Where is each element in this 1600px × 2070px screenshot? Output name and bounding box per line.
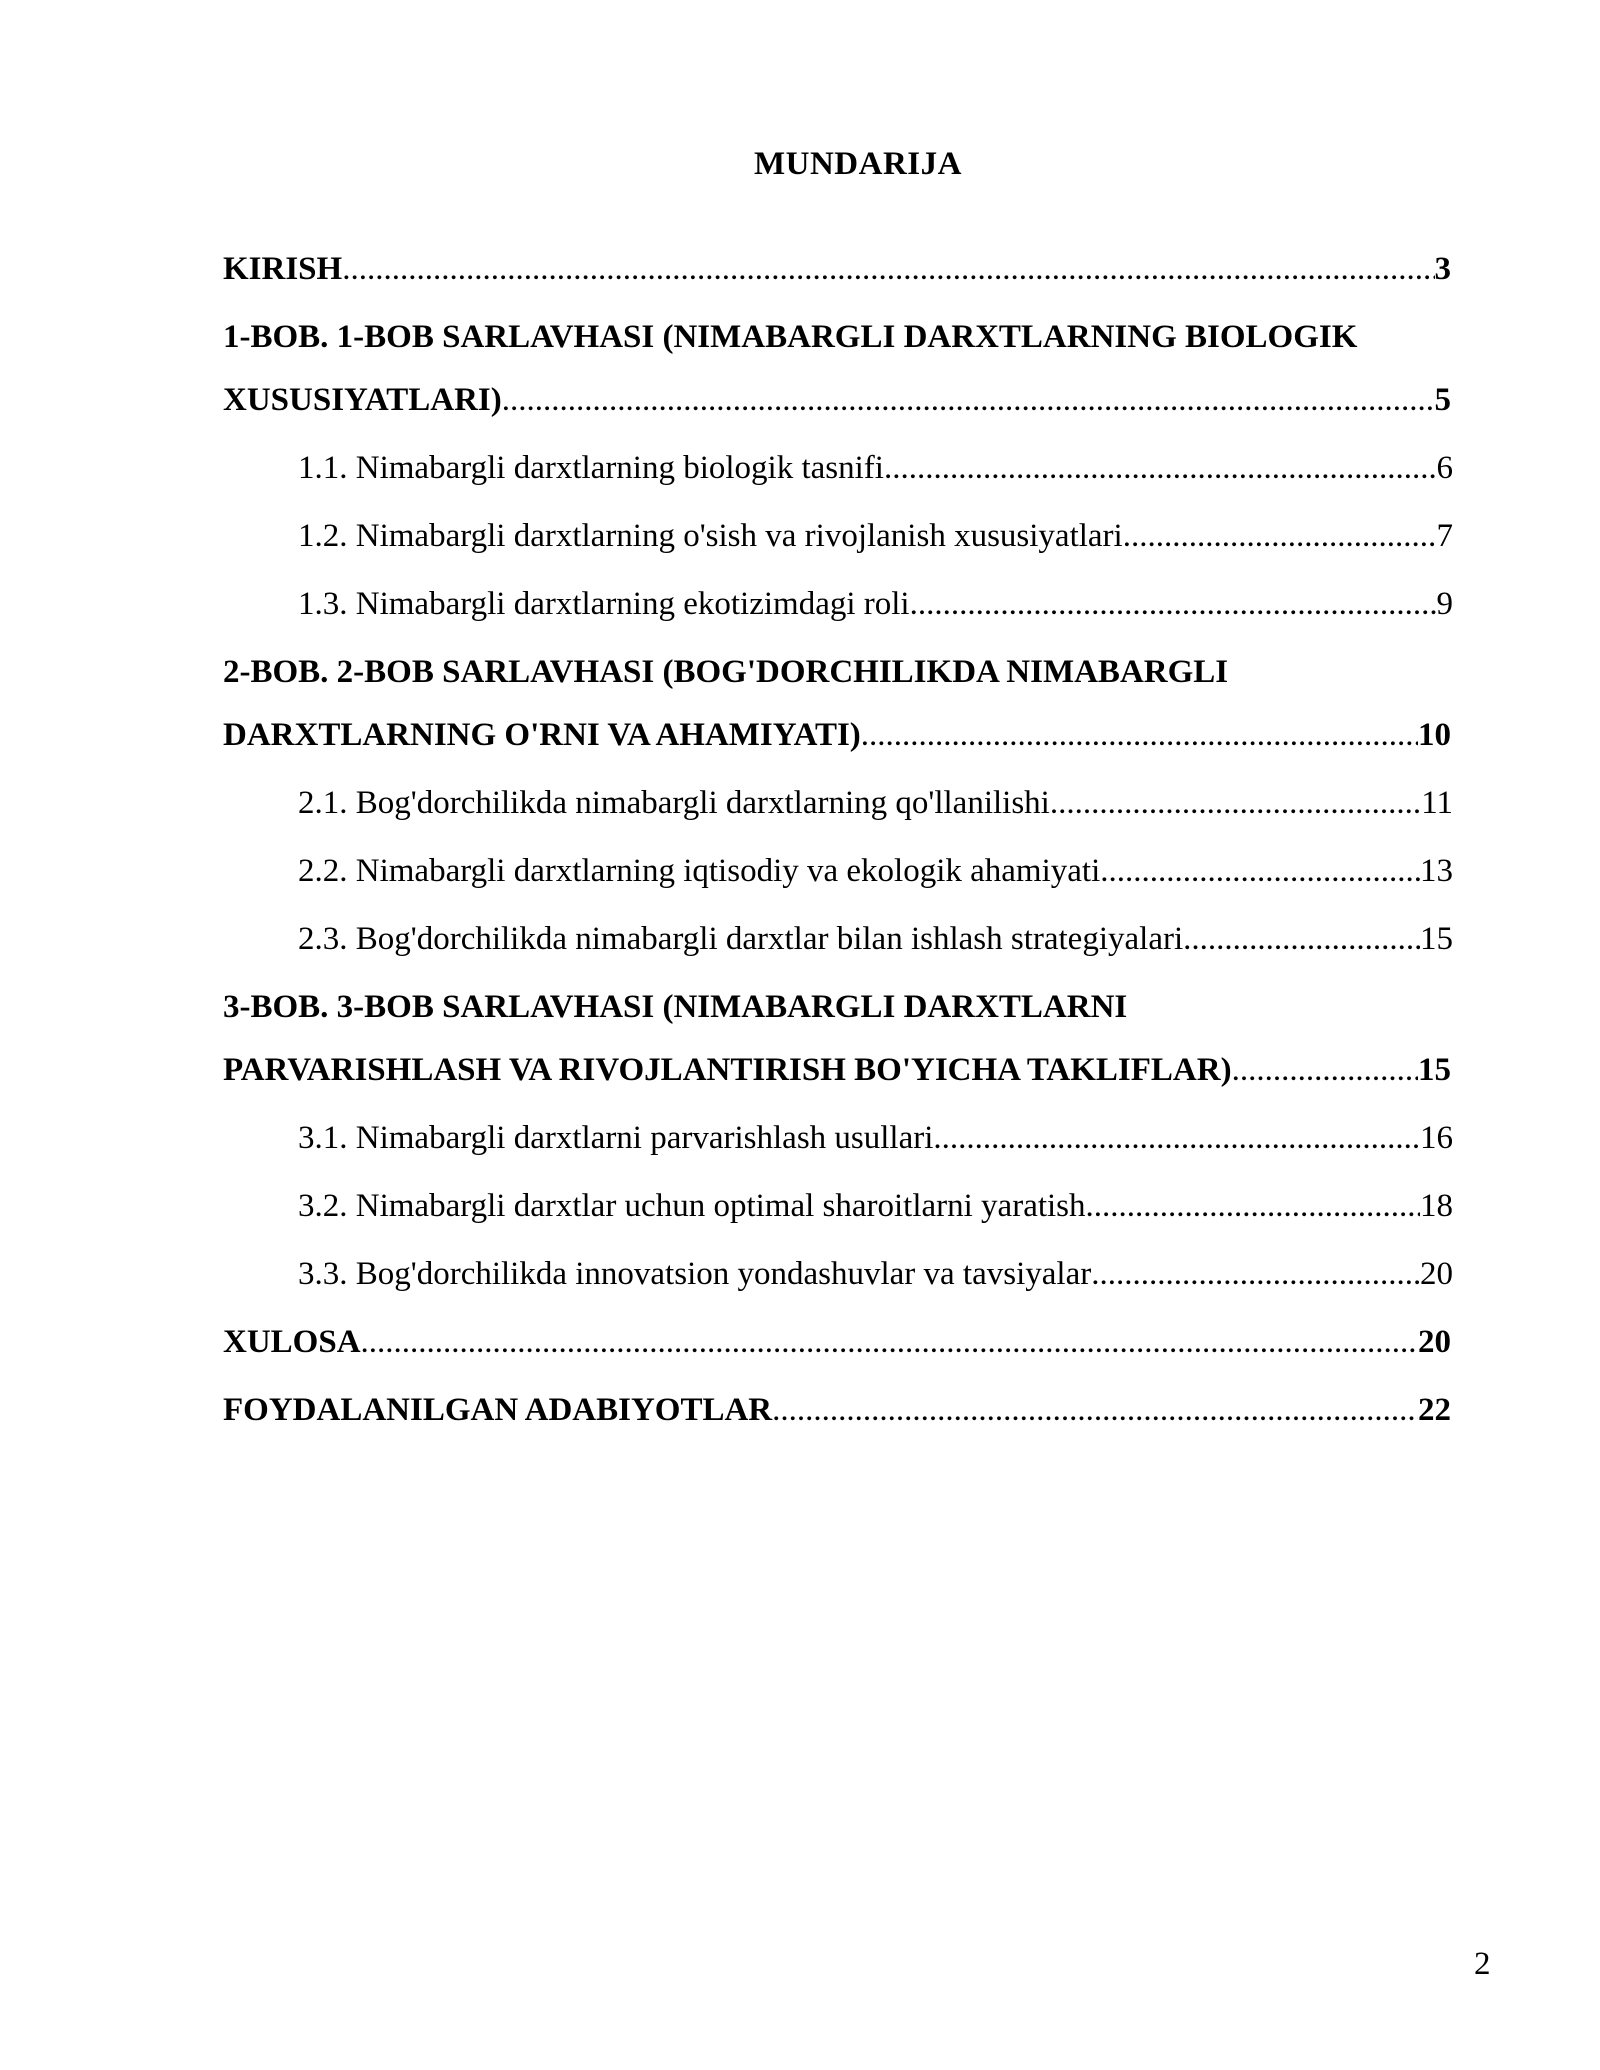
toc-entry-text: 1.3. Nimabargli darxtlarning ekotizimdagi roli (298, 586, 910, 622)
toc-entry-section-3-2[interactable] (298, 1175, 1453, 1238)
toc-entry-section-3-1[interactable] (298, 1107, 1453, 1170)
toc-page-number: 13 (1420, 853, 1453, 889)
leader-dots (361, 1311, 1418, 1374)
toc-entry-xulosa[interactable] (223, 1311, 1453, 1374)
toc-entry-text: 2.3. Bog'dorchilikda nimabargli darxtlar bilan ishlash strategiyalari (298, 921, 1184, 957)
leader-dots (1050, 772, 1421, 835)
leader-dots (884, 437, 1437, 500)
toc-page-number: 11 (1421, 785, 1453, 821)
toc-entry-text-continued: XUSUSIYATLARI) (223, 382, 502, 418)
toc-page-number: 15 (1420, 921, 1453, 957)
toc-entry-text-continued: DARXTLARNING O'RNI VA AHAMIYATI) (223, 717, 861, 753)
toc-entry-text: 2-BOB. 2-BOB SARLAVHASI (BOG'DORCHILIKDA NIMABARGLI (223, 654, 1229, 690)
toc-entry-text: 3.2. Nimabargli darxtlar uchun optimal sharoitlarni yaratish (298, 1188, 1086, 1224)
toc-entry-text: KIRISH (223, 251, 343, 287)
toc-page-number: 6 (1436, 450, 1453, 486)
table-of-contents (223, 238, 1453, 1447)
leader-dots (1183, 908, 1420, 971)
toc-entry-text: 3.1. Nimabargli darxtlarni parvarishlash usullari (298, 1120, 934, 1156)
toc-entry-kirish[interactable] (223, 238, 1453, 301)
leader-dots (1086, 1175, 1420, 1238)
leader-dots (861, 704, 1418, 767)
toc-entry-text: 1-BOB. 1-BOB SARLAVHASI (NIMABARGLI DARXTLARNING BIOLOGIK (223, 319, 1358, 355)
toc-page-number: 10 (1418, 717, 1451, 753)
toc-entry-text: 3-BOB. 3-BOB SARLAVHASI (NIMABARGLI DARXTLARNI (223, 989, 1128, 1025)
toc-entry-text-continued: PARVARISHLASH VA RIVOJLANTIRISH BO'YICHA TAKLIFLAR) (223, 1052, 1232, 1088)
toc-entry-section-3-3[interactable] (298, 1243, 1453, 1306)
toc-entry-section-2-3[interactable] (298, 908, 1453, 971)
toc-entry-section-1-2[interactable] (298, 505, 1453, 568)
page-number: 2 (1474, 1946, 1491, 1982)
leader-dots (342, 238, 1434, 301)
toc-entry-section-1-1[interactable] (298, 437, 1453, 500)
toc-entry-text: FOYDALANILGAN ADABIYOTLAR (223, 1392, 773, 1428)
leader-dots (1100, 840, 1420, 903)
toc-entry-text: 1.2. Nimabargli darxtlarning o'sish va rivojlanish xususiyatlari (298, 518, 1123, 554)
toc-entry-chapter-3[interactable] (223, 976, 1453, 1102)
toc-title: MUNDARIJA (754, 146, 962, 182)
toc-page-number: 9 (1436, 586, 1453, 622)
toc-page-number: 20 (1420, 1256, 1453, 1292)
toc-entry-text: 1.1. Nimabargli darxtlarning biologik tasnifi (298, 450, 884, 486)
toc-entry-text: XULOSA (223, 1324, 361, 1360)
toc-entry-text: 2.1. Bog'dorchilikda nimabargli darxtlarning qo'llanilishi (298, 785, 1050, 821)
toc-page-number: 20 (1418, 1324, 1451, 1360)
toc-entry-section-2-2[interactable] (298, 840, 1453, 903)
toc-entry-chapter-1[interactable] (223, 306, 1453, 432)
toc-entry-chapter-2[interactable] (223, 641, 1453, 767)
leader-dots (1123, 505, 1437, 568)
leader-dots (772, 1379, 1418, 1442)
toc-entry-section-2-1[interactable] (298, 772, 1453, 835)
toc-page-number: 7 (1436, 518, 1453, 554)
toc-page-number: 22 (1418, 1392, 1451, 1428)
leader-dots (1091, 1243, 1420, 1306)
toc-page-number: 5 (1434, 382, 1451, 418)
toc-page-number: 18 (1420, 1188, 1453, 1224)
leader-dots (1232, 1039, 1418, 1102)
toc-entry-text: 2.2. Nimabargli darxtlarning iqtisodiy va ekologik ahamiyati (298, 853, 1101, 889)
leader-dots (502, 369, 1435, 432)
toc-page-number: 16 (1420, 1120, 1453, 1156)
leader-dots (933, 1107, 1420, 1170)
toc-page-number: 15 (1418, 1052, 1451, 1088)
leader-dots (910, 573, 1437, 636)
toc-entry-text: 3.3. Bog'dorchilikda innovatsion yondashuvlar va tavsiyalar (298, 1256, 1092, 1292)
toc-entry-adabiyotlar[interactable] (223, 1379, 1453, 1442)
toc-page-number: 3 (1434, 251, 1451, 287)
toc-entry-section-1-3[interactable] (298, 573, 1453, 636)
